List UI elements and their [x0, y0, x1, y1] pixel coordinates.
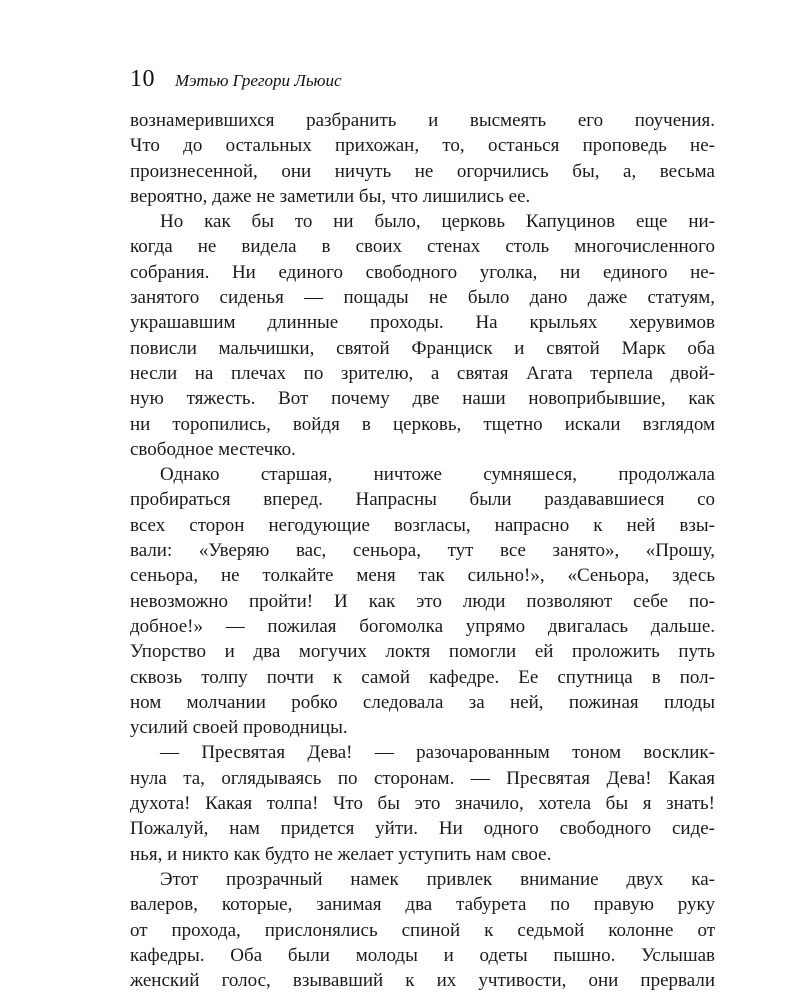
text-line: нья, и никто как будто не желает уступить нам свое.: [130, 843, 552, 865]
text-line: украшавшим длинные проходы. На крыльях херувимов: [130, 312, 715, 334]
body-text: [130, 108, 715, 993]
text-line: несли на плечах по зрителю, а святая Агата терпела двой-: [130, 362, 715, 384]
text-line: повисли мальчишки, святой Франциск и святой Марк оба: [130, 337, 715, 359]
text-line: занятого сиденья — пощады не было дано даже статуям,: [130, 287, 715, 309]
text-line: Но как бы то ни было, церковь Капуцинов еще ни-: [160, 211, 715, 233]
text-line: Этот прозрачный намек привлек внимание двух ка-: [160, 868, 715, 890]
text-line: ную тяжесть. Вот почему две наши новоприбывшие, как: [130, 388, 715, 410]
text-line: Пожалуй, нам придется уйти. Ни одного свободного сиде-: [130, 818, 715, 840]
text-line: добное!» — пожилая богомолка упрямо двигалась дальше.: [130, 615, 715, 637]
text-line: Однако старшая, ничтоже сумняшеся, продолжала: [160, 464, 715, 486]
text-line: всех сторон негодующие возгласы, напрасно к ней взы-: [130, 514, 715, 536]
text-line: от прохода, прислонялись спиной к седьмой колонне от: [130, 919, 715, 941]
text-line: кафедры. Оба были молоды и одеты пышно. Услышав: [130, 944, 715, 966]
text-line: невозможно пройти! И как это люди позволяют себе по-: [130, 590, 715, 612]
page-number: 10: [130, 66, 155, 92]
text-line: сеньора, не толкайте меня так сильно!», «Сеньора, здесь: [130, 565, 715, 587]
text-line: усилий своей проводницы.: [130, 717, 348, 739]
text-line: духота! Какая толпа! Что бы это значило, хотела бы я знать!: [130, 793, 715, 815]
text-line: ном молчании робко следовала за ней, пожиная плоды: [130, 691, 715, 713]
text-line: вали: «Уверяю вас, сеньора, тут все занято», «Прошу,: [130, 540, 715, 562]
text-line: валеров, которые, занимая два табурета по правую руку: [130, 894, 715, 916]
book-author: Мэтью Грегори Льюис: [175, 71, 342, 90]
text-line: Упорство и два могучих локтя помогли ей проложить путь: [130, 641, 715, 663]
text-line: собрания. Ни единого свободного уголка, ни единого не-: [130, 261, 715, 283]
text-line: произнесенной, они ничуть не огорчились бы, а, весьма: [130, 160, 715, 182]
text-line: — Пресвятая Дева! — разочарованным тоном восклик-: [160, 742, 715, 764]
text-line: вероятно, даже не заметили бы, что лишились ее.: [130, 185, 531, 207]
text-line: когда не видела в своих стенах столь многочисленного: [130, 236, 715, 258]
text-line: ни торопились, войдя в церковь, тщетно искали взглядом: [130, 413, 715, 435]
text-line: нула та, оглядываясь по сторонам. — Пресвятая Дева! Какая: [130, 767, 715, 789]
text-line: вознамерившихся разбранить и высмеять его поучения.: [130, 110, 715, 131]
text-line: женский голос, взывавший к их учтивости, они прервали: [130, 970, 715, 992]
text-line: свободное местечко.: [130, 438, 296, 460]
text-line: сквозь толпу почти к самой кафедре. Ее спутница в пол-: [130, 666, 715, 688]
text-line: Что до остальных прихожан, то, останься проповедь не-: [130, 135, 715, 157]
running-head: [130, 66, 342, 100]
text-line: пробираться вперед. Напрасны были раздававшиеся со: [130, 489, 715, 511]
